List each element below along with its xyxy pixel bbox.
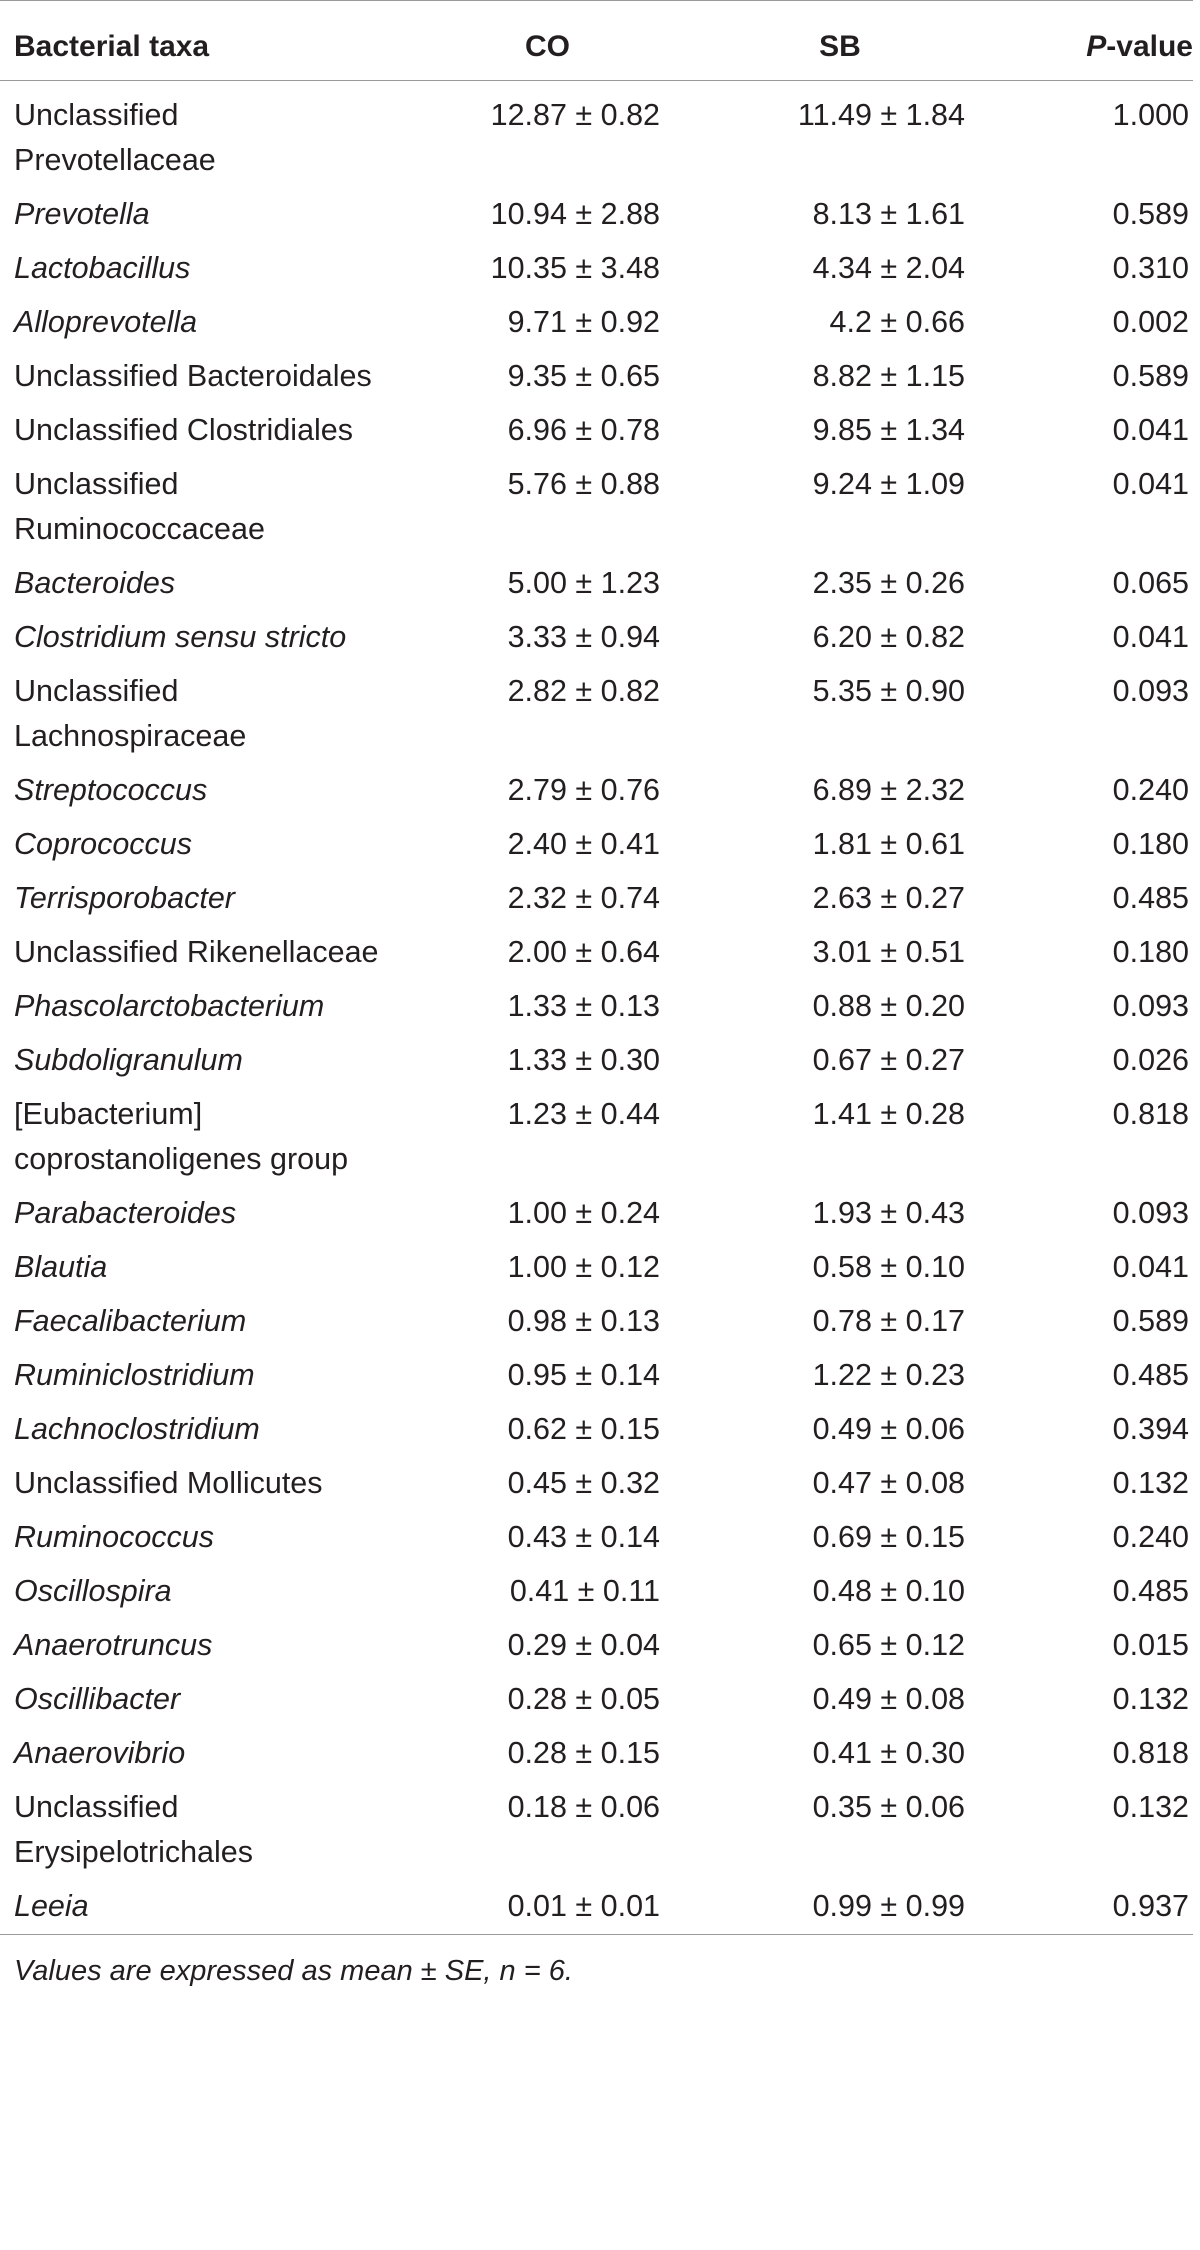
co-value-cell: 1.33 ± 0.30 [507,1043,660,1077]
table-header-row [0,1,1193,81]
taxon-cell: Leeia [14,1889,89,1923]
taxon-cell: Coprococcus [14,827,192,861]
table-row [0,926,1193,980]
sb-value-cell: 9.24 ± 1.09 [812,467,965,501]
sb-value-cell: 6.20 ± 0.82 [812,620,965,654]
co-value-cell: 6.96 ± 0.78 [507,413,660,447]
sb-value-cell: 5.35 ± 0.90 [812,674,965,708]
taxon-cell: Prevotella [14,197,150,231]
taxon-cell: [Eubacterium] coprostanoligenes group [14,1097,349,1176]
taxon-cell: Terrisporobacter [14,881,235,915]
p-value-cell: 0.093 [1112,674,1189,708]
p-value-cell: 0.485 [1112,1358,1189,1392]
taxon-cell: Blautia [14,1250,108,1284]
co-value-cell: 9.71 ± 0.92 [507,305,660,339]
sb-value-cell: 0.67 ± 0.27 [812,1043,965,1077]
co-value-cell: 0.98 ± 0.13 [507,1304,660,1338]
p-value-cell: 0.132 [1112,1466,1189,1500]
sb-value-cell: 1.41 ± 0.28 [812,1097,965,1131]
sb-value-cell: 0.69 ± 0.15 [812,1520,965,1554]
taxon-cell: Bacteroides [14,566,176,600]
p-value-cell: 0.485 [1112,881,1189,915]
header-sb: SB [819,29,861,63]
sb-value-cell: 0.49 ± 0.08 [812,1682,965,1716]
sb-value-cell: 0.49 ± 0.06 [812,1412,965,1446]
p-value-cell: 0.065 [1112,566,1189,600]
table-row [0,350,1193,404]
table-row [0,1565,1193,1619]
sb-value-cell: 0.35 ± 0.06 [812,1790,965,1824]
p-value-cell: 0.093 [1112,989,1189,1023]
p-value-cell: 0.180 [1112,935,1189,969]
p-value-cell: 0.026 [1112,1043,1189,1077]
taxon-cell: Alloprevotella [14,305,198,339]
taxon-cell: Anaerotruncus [14,1628,213,1662]
p-value-cell: 0.180 [1112,827,1189,861]
sb-value-cell: 8.82 ± 1.15 [812,359,965,393]
co-value-cell: 0.01 ± 0.01 [507,1889,660,1923]
sb-value-cell: 0.99 ± 0.99 [812,1889,965,1923]
table-row [0,188,1193,242]
sb-value-cell: 8.13 ± 1.61 [812,197,965,231]
co-value-cell: 0.62 ± 0.15 [507,1412,660,1446]
p-value-cell: 0.818 [1112,1097,1189,1131]
taxon-cell: Unclassified Prevotellaceae [14,98,216,177]
co-value-cell: 2.79 ± 0.76 [507,773,660,807]
p-value-cell: 0.041 [1112,467,1189,501]
taxon-cell: Ruminococcus [14,1520,215,1554]
table-row [0,1088,1193,1187]
table-row [0,818,1193,872]
p-value-cell: 0.240 [1112,773,1189,807]
taxon-cell: Unclassified Rikenellaceae [14,935,379,969]
p-value-cell: 0.394 [1112,1412,1189,1446]
sb-value-cell: 0.88 ± 0.20 [812,989,965,1023]
header-p-suffix: -value [1106,29,1193,63]
p-value-cell: 0.041 [1112,413,1189,447]
p-value-cell: 1.000 [1112,98,1189,132]
co-value-cell: 0.18 ± 0.06 [507,1790,660,1824]
taxon-cell: Streptococcus [14,773,208,807]
sb-value-cell: 0.78 ± 0.17 [812,1304,965,1338]
sb-value-cell: 0.58 ± 0.10 [812,1250,965,1284]
taxon-cell: Lactobacillus [14,251,191,285]
sb-value-cell: 1.81 ± 0.61 [812,827,965,861]
co-value-cell: 1.23 ± 0.44 [507,1097,660,1131]
table-row [0,1295,1193,1349]
table-row [0,1511,1193,1565]
p-value-cell: 0.015 [1112,1628,1189,1662]
taxon-cell: Clostridium sensu stricto [14,620,347,654]
co-value-cell: 2.40 ± 0.41 [507,827,660,861]
table-row [0,1781,1193,1880]
co-value-cell: 2.00 ± 0.64 [507,935,660,969]
co-value-cell: 0.41 ± 0.11 [509,1574,660,1608]
p-value-cell: 0.937 [1112,1889,1189,1923]
sb-value-cell: 2.35 ± 0.26 [812,566,965,600]
co-value-cell: 1.00 ± 0.24 [507,1196,660,1230]
p-value-cell: 0.589 [1112,359,1189,393]
co-value-cell: 2.82 ± 0.82 [507,674,660,708]
sb-value-cell: 11.49 ± 1.84 [797,98,965,132]
table-row [0,1187,1193,1241]
table-row [0,458,1193,557]
table-row [0,1403,1193,1457]
co-value-cell: 10.94 ± 2.88 [490,197,660,231]
taxon-cell: Oscillospira [14,1574,172,1608]
p-value-cell: 0.310 [1112,251,1189,285]
co-value-cell: 5.00 ± 1.23 [507,566,660,600]
sb-value-cell: 1.93 ± 0.43 [812,1196,965,1230]
table-row [0,242,1193,296]
co-value-cell: 2.32 ± 0.74 [507,881,660,915]
p-value-cell: 0.002 [1112,305,1189,339]
table-row [0,980,1193,1034]
sb-value-cell: 4.2 ± 0.66 [829,305,965,339]
sb-value-cell: 0.48 ± 0.10 [812,1574,965,1608]
taxon-cell: Parabacteroides [14,1196,237,1230]
co-value-cell: 12.87 ± 0.82 [490,98,660,132]
header-co: CO [525,29,570,63]
co-value-cell: 0.45 ± 0.32 [507,1466,660,1500]
taxon-cell: Unclassified Erysipelotrichales [14,1790,254,1869]
co-value-cell: 1.00 ± 0.12 [507,1250,660,1284]
p-value-cell: 0.240 [1112,1520,1189,1554]
table-row [0,764,1193,818]
p-value-cell: 0.041 [1112,620,1189,654]
co-value-cell: 5.76 ± 0.88 [507,467,660,501]
table-row [0,1241,1193,1295]
co-value-cell: 9.35 ± 0.65 [507,359,660,393]
p-value-cell: 0.818 [1112,1736,1189,1770]
co-value-cell: 0.28 ± 0.15 [507,1736,660,1770]
p-value-cell: 0.589 [1112,1304,1189,1338]
taxon-cell: Lachnoclostridium [14,1412,260,1446]
table-row [0,1619,1193,1673]
table-row [0,665,1193,764]
taxon-cell: Unclassified Ruminococcaceae [14,467,265,546]
sb-value-cell: 0.41 ± 0.30 [812,1736,965,1770]
table-row [0,872,1193,926]
p-value-cell: 0.589 [1112,197,1189,231]
co-value-cell: 0.43 ± 0.14 [507,1520,660,1554]
header-taxa: Bacterial taxa [14,29,210,63]
taxon-cell: Unclassified Bacteroidales [14,359,372,393]
co-value-cell: 0.95 ± 0.14 [507,1358,660,1392]
sb-value-cell: 3.01 ± 0.51 [812,935,965,969]
table-body [0,81,1193,2015]
sb-value-cell: 4.34 ± 2.04 [812,251,965,285]
header-pvalue [970,1,1193,81]
sb-value-cell: 9.85 ± 1.34 [812,413,965,447]
co-value-cell: 1.33 ± 0.13 [507,989,660,1023]
taxon-cell: Unclassified Lachnospiraceae [14,674,247,753]
p-value-cell: 0.093 [1112,1196,1189,1230]
taxon-cell: Subdoligranulum [14,1043,243,1077]
table-row [0,1880,1193,1935]
taxon-cell: Phascolarctobacterium [14,989,325,1023]
taxon-cell: Ruminiclostridium [14,1358,255,1392]
co-value-cell: 0.29 ± 0.04 [507,1628,660,1662]
taxon-cell: Oscillibacter [14,1682,181,1716]
co-value-cell: 0.28 ± 0.05 [507,1682,660,1716]
table-row [0,1034,1193,1088]
taxon-cell: Anaerovibrio [14,1736,186,1770]
taxon-cell: Unclassified Clostridiales [14,413,354,447]
table-row [0,1457,1193,1511]
table-row [0,81,1193,189]
table-row [0,611,1193,665]
sb-value-cell: 0.47 ± 0.08 [812,1466,965,1500]
header-p-italic: P [1086,29,1107,63]
co-value-cell: 10.35 ± 3.48 [490,251,660,285]
table-row [0,557,1193,611]
p-value-cell: 0.132 [1112,1790,1189,1824]
table-row [0,1673,1193,1727]
table-footnote: Values are expressed as mean ± SE, n = 6. [0,1935,1193,2015]
table-row [0,1727,1193,1781]
table-row [0,1349,1193,1403]
sb-value-cell: 1.22 ± 0.23 [812,1358,965,1392]
p-value-cell: 0.485 [1112,1574,1189,1608]
p-value-cell: 0.041 [1112,1250,1189,1284]
p-value-cell: 0.132 [1112,1682,1189,1716]
sb-value-cell: 0.65 ± 0.12 [812,1628,965,1662]
sb-value-cell: 2.63 ± 0.27 [812,881,965,915]
sb-value-cell: 6.89 ± 2.32 [812,773,965,807]
taxon-cell: Unclassified Mollicutes [14,1466,323,1500]
table-row [0,404,1193,458]
table-row [0,296,1193,350]
taxon-cell: Faecalibacterium [14,1304,247,1338]
co-value-cell: 3.33 ± 0.94 [507,620,660,654]
